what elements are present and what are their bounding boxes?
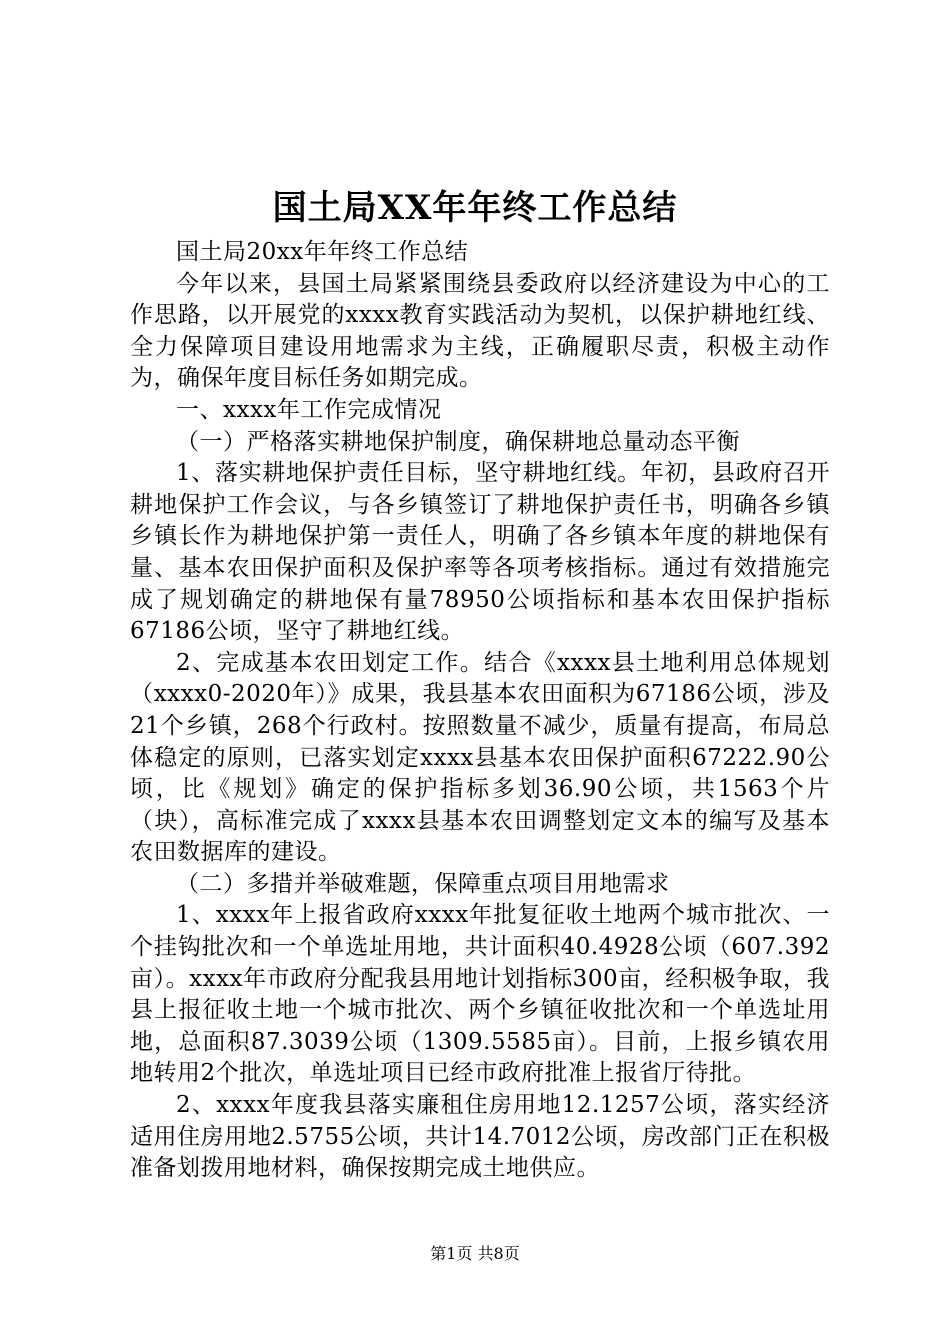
page-number-footer: 第1页 共8页 (430, 1244, 520, 1263)
document-body (130, 237, 830, 1185)
intro-paragraph: 今年以来，县国土局紧紧围绕县委政府以经济建设为中心的工作思路，以开展党的xxxx教育实践活动为契机，以保护耕地红线、全力保障项目建设用地需求为主线，正确履职尽责，积极主动作为，确保年度目标任务如期完成。 (130, 270, 830, 392)
document-title: 国土局XX年年终工作总结 (272, 188, 678, 228)
body-paragraph: 2、完成基本农田划定工作。结合《xxxx县土地利用总体规划（xxxx0-2020年）》成果，我县基本农田面积为67186公顷，涉及21个乡镇，268个行政村。按照数量不减少，质量有提高，布局总体稳定的原则，已落实划定xxxx县基本农田保护面积67222.90公顷，比《规划》确定的保护指标多划36.90公顷，共1563个片（块），高标准完成了xxxx县基本农田调整划定文本的编写及基本农田数据库的建设。 (130, 649, 830, 866)
body-paragraph: 1、xxxx年上报省政府xxxx年批复征收土地两个城市批次、一个挂钩批次和一个单选址用地，共计面积40.4928公顷（607.392亩）。xxxx年市政府分配我县用地计划指标300亩，经积极争取，我县上报征收土地一个城市批次、两个乡镇征收批次和一个单选址用地，总面积87.3039公顷（1309.5585亩）。目前，上报乡镇农用地转用2个批次，单选址项目已经市政府批准上报省厅待批。 (130, 902, 830, 1087)
section-heading: 一、xxxx年工作完成情况 (176, 396, 442, 423)
body-paragraph: 2、xxxx年度我县落实廉租住房用地12.1257公顷，落实经济适用住房用地2.5755公顷，共计14.7012公顷，房改部门正在积极准备划拨用地材料，确保按期完成土地供应。 (130, 1092, 830, 1182)
subtitle-paragraph: 国土局20xx年年终工作总结 (176, 239, 469, 265)
subsection-heading: （二）多措并举破难题，保障重点项目用地需求 (176, 870, 670, 897)
subsection-heading: （一）严格落实耕地保护制度，确保耕地总量动态平衡 (176, 428, 740, 455)
body-paragraph: 1、落实耕地保护责任目标，坚守耕地红线。年初，县政府召开耕地保护工作会议，与各乡镇签订了耕地保护责任书，明确各乡镇乡镇长作为耕地保护第一责任人，明确了各乡镇本年度的耕地保有量、基本农田保护面积及保护率等各项考核指标。通过有效措施完成了规划确定的耕地保有量78950公顷指标和基本农田保护指标67186公顷，坚守了耕地红线。 (130, 460, 830, 645)
